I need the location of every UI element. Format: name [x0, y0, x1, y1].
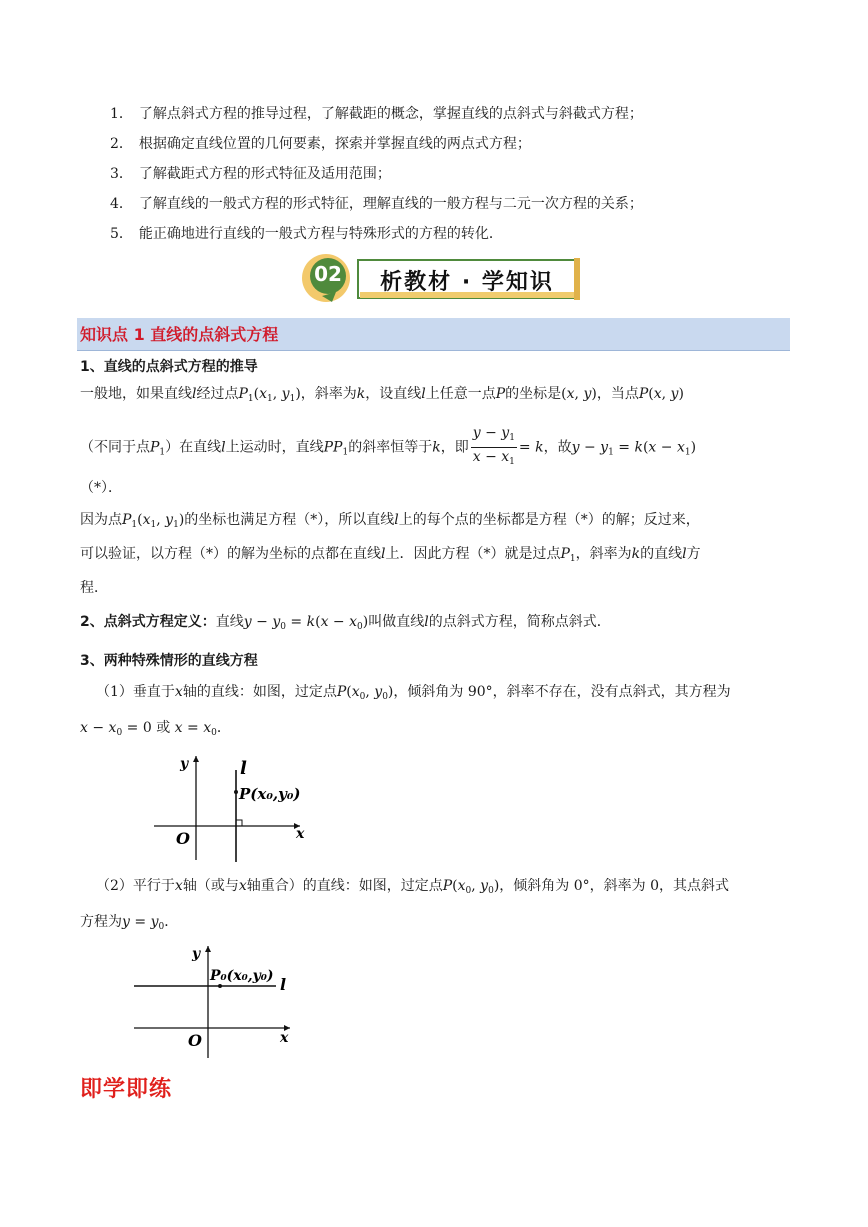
y-axis-label: y	[180, 756, 189, 772]
paragraph-line: 2、点斜式方程定义：直线$y - y_0 = k(x - x_0)$叫做直线l的点斜式方程，简称点斜式．	[80, 614, 611, 632]
line-label: l	[280, 975, 287, 994]
point-label: P₀(x₀,y₀)	[210, 968, 274, 984]
paragraph-line: （*）．	[80, 480, 122, 496]
practice-title: 即学即练	[80, 1077, 173, 1102]
paragraph-line: （不同于点$P_1$）在直线l上运动时，直线$PP_1$的斜率恒等于k，即 $\frac{y - y_1}{x - x_1}$ = k，故$y - y_1 = k(x - x_1)$	[80, 425, 697, 467]
paragraph-line: 因为点$P_1(x_1$, $y_1$)的坐标也满足方程（*），所以直线l上的每个点的坐标都是方程（*）的解；反过来，	[80, 512, 700, 530]
paragraph-line: （2）平行于x轴（或与x轴重合）的直线：如图，过定点$P(x_0$, $y_0$)，倾斜角为 0°，斜率为 0，其点斜式	[96, 878, 730, 896]
banner-title: 析教材 · 学知识	[380, 270, 554, 295]
figure-horizontal-line	[130, 942, 300, 1062]
x-axis-label: x	[296, 826, 305, 842]
section-heading: 1、直线的点斜式方程的推导	[80, 359, 258, 375]
paragraph-line: $x - x_0 = 0$ 或 $x = x_0$．	[80, 720, 231, 738]
objective-item: 2． 根据确定直线位置的几何要素，探索并掌握直线的两点式方程；	[110, 136, 531, 152]
banner-number: 02	[314, 262, 342, 286]
x-axis-label: x	[280, 1030, 289, 1046]
knowledge-point-title: 知识点 1 直线的点斜式方程	[80, 325, 279, 344]
y-axis-label: y	[192, 946, 201, 962]
paragraph-line: 一般地，如果直线l经过点$P_1(x_1$, $y_1$)，斜率为k，设直线l上任意一点P的坐标是(x, y)，当点P(x, y)	[80, 386, 684, 404]
objective-item: 4． 了解直线的一般式方程的形式特征，理解直线的一般方程与二元一次方程的关系；	[110, 196, 643, 212]
objective-item: 1． 了解点斜式方程的推导过程，了解截距的概念，掌握直线的点斜式与斜截式方程；	[110, 106, 643, 122]
paragraph-line: 方程为$y = y_0$．	[80, 914, 179, 932]
paragraph-line: （1）垂直于x轴的直线：如图，过定点$P(x_0$, $y_0$)，倾斜角为 90°，斜率不存在，没有点斜式，其方程为	[96, 684, 731, 702]
section-heading: 3、两种特殊情形的直线方程	[80, 653, 258, 669]
paragraph-line: 可以验证，以方程（*）的解为坐标的点都在直线l上．因此方程（*）就是过点$P_1$，斜率为k的直线l方	[80, 546, 701, 564]
objective-item: 3． 了解截距式方程的形式特征及适用范围；	[110, 166, 391, 182]
point-label: P(x₀,y₀)	[239, 785, 301, 803]
paragraph-line: 程．	[80, 580, 108, 596]
objective-item: 5． 能正确地进行直线的一般式方程与特殊形式的方程的转化．	[110, 226, 503, 242]
origin-label: O	[188, 1031, 202, 1050]
figure-vertical-line	[150, 752, 310, 864]
origin-label: O	[176, 829, 190, 848]
line-label: l	[240, 758, 247, 779]
